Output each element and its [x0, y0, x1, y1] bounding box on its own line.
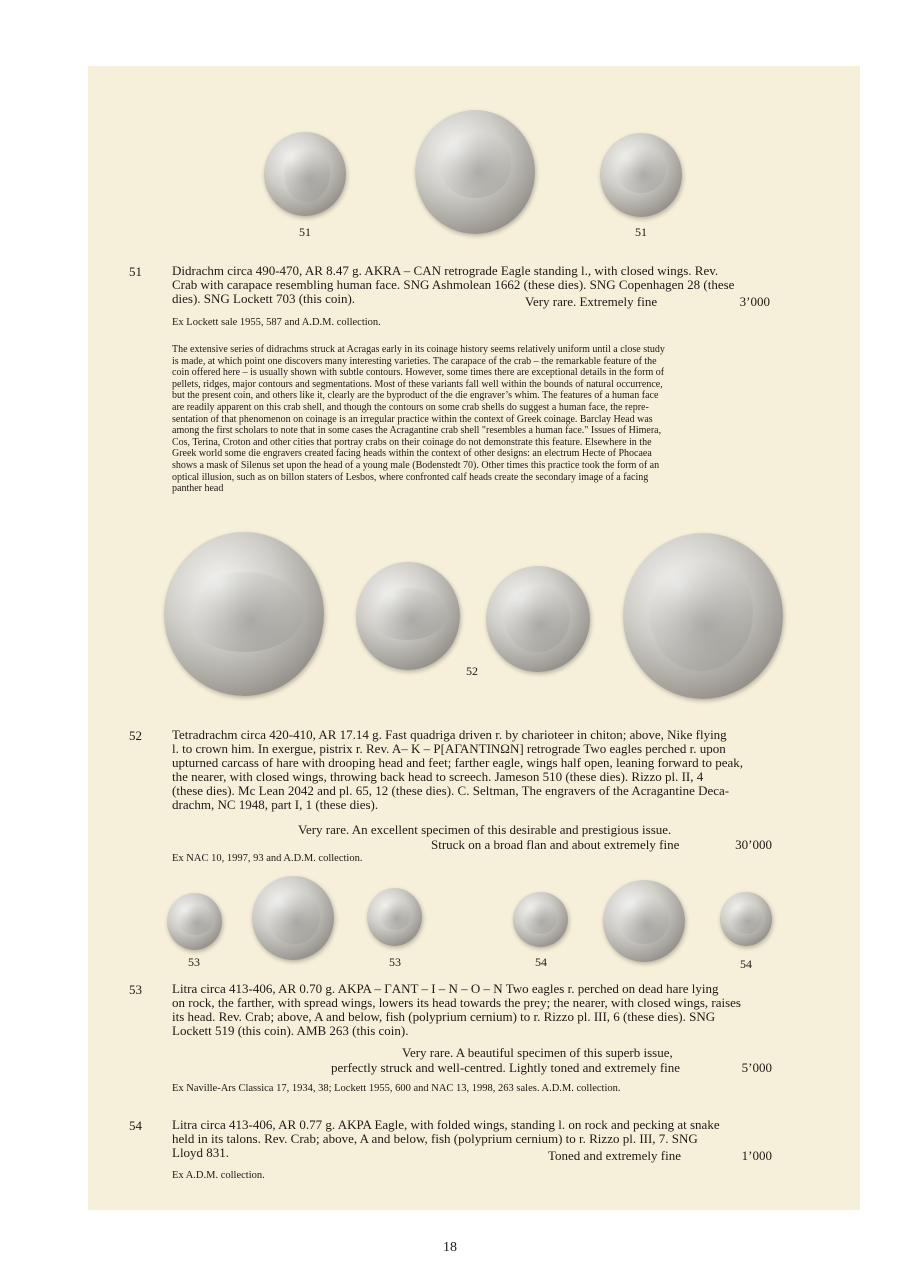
coin-53-obverse-large-image	[252, 876, 334, 960]
note-line: is made, at which point one discovers many interesting varieties. The carapace of the crab – the remarkable feature of the	[172, 355, 657, 367]
note-line: The extensive series of didrachms struck at Acragas early in its coinage history seems relatively uniform until a close study	[172, 344, 665, 355]
lot-54-grade: Toned and extremely fine	[548, 1148, 682, 1163]
lot-52-grade-line2: Struck on a broad flan and about extremely fine	[431, 837, 680, 852]
lot-51-provenance: Ex Lockett sale 1955, 587 and A.D.M. collection.	[172, 317, 381, 328]
coin-52-obverse-large-image	[164, 532, 324, 696]
coin-54-obverse-image	[513, 892, 568, 947]
lot-52-provenance: Ex NAC 10, 1997, 93 and A.D.M. collection.	[172, 853, 363, 864]
note-line: pellets, ridges, major contours and segmentations. Most of these variants fall well within the bounds of natural occurrence,	[172, 378, 663, 390]
figure-label-51b: 51	[635, 225, 647, 239]
lot-54-line: held in its talons. Rev. Crab; above, A and below, fish (polyprium cernium) to r. Rizzo pl. III, 7. SNG	[172, 1131, 698, 1146]
lot-52-line: upturned carcass of hare with drooping head and feet; farther eagle, wings half open, leaning forward to peak,	[172, 755, 744, 770]
figure-label-54a: 54	[535, 955, 547, 969]
lot-51-price: 3’000	[739, 294, 770, 309]
note-line: are readily apparent on this crab shell, and though the contours on some crab shells do suggest a human face, the repre-	[172, 401, 649, 413]
lot-number-52: 52	[129, 728, 142, 743]
lot-53-grade-line2: perfectly struck and well-centred. Lightly toned and extremely fine	[331, 1060, 681, 1075]
lot-52-line: Tetradrachm circa 420-410, AR 17.14 g. Fast quadriga driven r. by charioteer in chiton; above, Nike flying	[172, 727, 727, 742]
lot-52-grade-line1: Very rare. An excellent specimen of this desirable and prestigious issue.	[298, 822, 672, 837]
figure-label-54b: 54	[740, 957, 752, 971]
lot-54-line: Lloyd 831.	[172, 1145, 230, 1160]
lot-53-price: 5’000	[741, 1060, 772, 1075]
coin-53-reverse-image	[367, 888, 422, 946]
lot-53-provenance: Ex Naville-Ars Classica 17, 1934, 38; Lockett 1955, 600 and NAC 13, 1998, 263 sales. A.D.M. collection.	[172, 1083, 621, 1094]
lot-54-line: Litra circa 413-406, AR 0.77 g. AKPA Eagle, with folded wings, standing l. on rock and pecking at snake	[172, 1117, 720, 1132]
lot-number-54: 54	[129, 1118, 142, 1133]
lot-51-line: Didrachm circa 490-470, AR 8.47 g. AKRA – CAN retrograde Eagle standing l., with closed wings. Rev.	[172, 263, 719, 278]
note-line: optical illusion, such as on billon staters of Lesbos, where confronted calf heads create the secondary image of a facing	[172, 471, 649, 483]
lot-51-note	[172, 344, 784, 495]
lot-54-provenance: Ex A.D.M. collection.	[172, 1170, 265, 1181]
coin-53-obverse-image	[167, 893, 222, 950]
lot-number-53: 53	[129, 982, 142, 997]
lot-52-line: l. to crown him. In exergue, pistrix r. Rev. A– K – P[ΑΓΑΝΤΙΝΩΝ] retrograde Two eagles perched r. upon	[172, 741, 726, 756]
lot-52-price: 30’000	[735, 837, 772, 852]
figure-label-53b: 53	[389, 955, 401, 969]
lot-51-line: dies). SNG Lockett 703 (this coin).	[172, 291, 356, 306]
note-line: sentation of that phenomenon on coinage is an irregular practice within the context of Greek coinage. Barclay Head was	[172, 413, 653, 425]
figure-label-51a: 51	[299, 225, 311, 239]
lot-51-line: Crab with carapace resembling human face. SNG Ashmolean 1662 (these dies). SNG Copenhagen 28 (these	[172, 277, 735, 292]
coin-54-reverse-image	[720, 892, 772, 946]
lot-52-line: (these dies). Mc Lean 2042 and pl. 65, 12 (these dies). C. Seltman, The engravers of the Acragantine Deca-	[172, 783, 730, 798]
coin-52-reverse-large-image	[623, 533, 783, 699]
lot-54-description	[172, 1118, 780, 1160]
lot-53-grade-line1: Very rare. A beautiful specimen of this superb issue,	[402, 1045, 673, 1060]
lot-51-grade: Very rare. Extremely fine	[525, 294, 658, 309]
lot-53-line: Lockett 519 (this coin). AMB 263 (this coin).	[172, 1023, 409, 1038]
note-line: panther head	[172, 483, 224, 495]
note-line: coin offered here – is usually shown with subtle contours. However, some times there are exceptional details in the form of	[172, 367, 665, 379]
note-line: shows a mask of Silenus set upon the head of a young male (Bodenstedt 70). Other times this practice took the form of an	[172, 459, 660, 471]
lot-52-line: the nearer, with closed wings, throwing back head to screech. Jameson 510 (these dies). Rizzo pl. II, 4	[172, 769, 704, 784]
lot-number-51: 51	[129, 264, 142, 279]
note-line: among the first scholars to note that in some cases the Acragantine crab shell "resembles a human face." Issues of Himera,	[172, 425, 662, 437]
lot-53-line: Litra circa 413-406, AR 0.70 g. AKPA – ΓANT – I – N – O – N Two eagles r. perched on dead hare lying	[172, 981, 719, 996]
note-line: Greek world some die engravers created facing heads within the context of other designs: an electrum Hecte of Phocaea	[172, 448, 652, 460]
lot-53-line: its head. Rev. Crab; above, A and below, fish (polyprium cernium) to r. Rizzo pl. III, 6 (these dies). SNG	[172, 1009, 716, 1024]
figure-label-53a: 53	[188, 955, 200, 969]
lot-52-line: drachm, NC 1948, part I, 1 (these dies).	[172, 797, 379, 812]
figure-label-52: 52	[466, 664, 478, 678]
lot-53-description	[172, 982, 780, 1038]
lot-54-price: 1’000	[741, 1148, 772, 1163]
lot-53-line: on rock, the farther, with spread wings, lowers its head towards the prey; the nearer, with closed wings, raises	[172, 995, 741, 1010]
coin-51-reverse-detail-image	[600, 133, 682, 217]
coin-54-obverse-large-image	[603, 880, 685, 962]
note-line: Cos, Terina, Croton and other cities that portray crabs on their coinage do not demonstrate this feature. Elsewhere in the	[172, 436, 652, 448]
note-line: but the present coin, and others like it, clearly are the byproduct of the die engraver’s whim. The features of a human face	[172, 390, 659, 402]
lot-52-description	[172, 728, 780, 812]
coin-52-reverse-image	[486, 566, 590, 672]
lot-51-description	[172, 264, 780, 306]
coin-51-reverse-image	[415, 110, 535, 234]
coin-52-obverse-image	[356, 562, 460, 670]
page-number: 18	[443, 1240, 457, 1255]
coin-51-obverse-image	[264, 132, 346, 216]
